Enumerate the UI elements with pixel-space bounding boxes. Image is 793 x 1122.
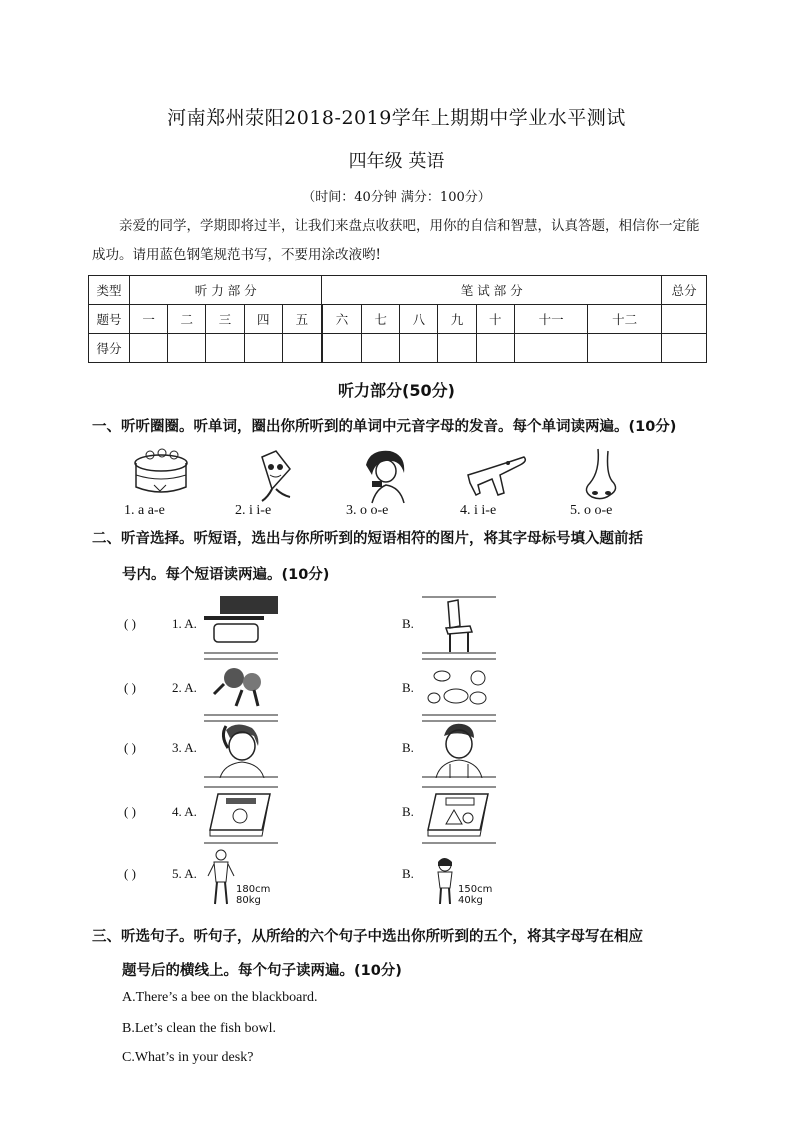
q-num: 九 [438,305,476,334]
answer-paren[interactable]: ( ) [124,740,136,755]
q1-item-label: 3. o o-e [346,503,389,518]
total-label: 总分 [662,276,707,305]
score-cell[interactable] [244,334,282,363]
sentence-option: A.There’s a bee on the blackboard. [122,990,318,1005]
boy-icon [422,720,496,778]
score-table [88,275,707,363]
q2-item-number: 4. A. [172,804,197,819]
score-cell[interactable] [438,334,476,363]
q2-option-b: B. [402,866,414,881]
q-num: 十二 [588,305,662,334]
q2-option-b: B. [402,740,414,755]
q1-item-label: 2. i i-e [235,503,272,518]
candy-icon [422,658,496,716]
listening-section-label: 听 力 部 分 [130,276,322,305]
answer-paren[interactable]: ( ) [124,616,136,631]
q2-instruction-cont: 号内。每个短语读两遍。(10分) [122,567,330,583]
q-num: 六 [322,305,362,334]
q2-item-number: 5. A. [172,866,197,881]
q-num: 四 [244,305,282,334]
short-kid-icon [432,854,458,906]
q-num: 五 [282,305,322,334]
book-icon [204,786,278,844]
girl-icon [204,720,278,778]
q1-item-label: 5. o o-e [570,503,613,518]
type-label: 类型 [89,276,130,305]
q3-instruction: 三、听选句子。听句子，从所给的六个句子中选出你所听到的五个，将其字母写在相应 [92,929,643,945]
writing-section-label: 笔 试 部 分 [322,276,662,305]
score-cell[interactable] [476,334,514,363]
q1-item-label: 4. i i-e [460,503,497,518]
q-num: 三 [206,305,244,334]
answer-paren[interactable]: ( ) [124,804,136,819]
answer-paren[interactable]: ( ) [124,866,136,881]
q1-item-label: 1. a a-e [124,503,165,518]
cake-icon [128,445,198,505]
q-num: 七 [362,305,400,334]
q2-option-b: B. [402,680,414,695]
number-label: 题号 [89,305,130,334]
page-title: 河南郑州荥阳2018-2019学年上期期中学业水平测试 [167,107,626,129]
q-num: 八 [400,305,438,334]
q2-item-number: 2. A. [172,680,197,695]
tall-man-icon [206,848,236,906]
plane-icon [462,445,532,505]
score-label: 得分 [89,334,130,363]
q2-item-number: 3. A. [172,740,197,755]
intro-text: 亲爱的同学，学期即将过半，让我们来盘点收获吧，用你的自信和智慧，认真答题，相信你一定能成功。请用蓝色钢笔规范书写，不要用涂改液哟! [92,218,700,263]
score-cell[interactable] [282,334,322,363]
q2-option-b: B. [402,804,414,819]
short-kid-caption: 150cm 40kg [458,884,493,906]
keys-icon [204,658,278,716]
answer-paren[interactable]: ( ) [124,680,136,695]
q3-instruction-cont: 题号后的横线上。每个句子读两遍。(10分) [122,963,402,979]
q2-option-b: B. [402,616,414,631]
score-cell[interactable] [362,334,400,363]
score-cell[interactable] [322,334,362,363]
q-num: 二 [168,305,206,334]
desk-icon [204,596,278,654]
total-cell[interactable] [662,305,707,334]
girl-phone-icon [352,445,422,505]
score-cell[interactable] [662,334,707,363]
listening-section-header: 听力部分(50分) [338,381,455,400]
score-cell[interactable] [588,334,662,363]
q2-item-number: 1. A. [172,616,197,631]
kite-icon [240,445,310,505]
q1-instruction: 一、听听圈圈。听单词，圈出你所听到的单词中元音字母的发音。每个单词读两遍。(10分) [92,419,677,435]
math-book-icon [422,786,496,844]
score-cell[interactable] [130,334,168,363]
q2-instruction: 二、听音选择。听短语，选出与你所听到的短语相符的图片，将其字母标号填入题前括 [92,531,643,547]
nose-icon [568,445,638,505]
q-num: 十 [476,305,514,334]
score-cell[interactable] [206,334,244,363]
time-info: （时间：40分钟 满分：100分） [302,190,491,205]
score-cell[interactable] [400,334,438,363]
score-cell[interactable] [514,334,588,363]
page-subtitle: 四年级 英语 [348,151,445,172]
score-cell[interactable] [168,334,206,363]
q-num: 一 [130,305,168,334]
q-num: 十一 [514,305,588,334]
tall-man-caption: 180cm 80kg [236,884,271,906]
sentence-option: B.Let’s clean the fish bowl. [122,1021,276,1036]
chair-icon [422,596,496,654]
sentence-option: C.What’s in your desk? [122,1050,254,1065]
